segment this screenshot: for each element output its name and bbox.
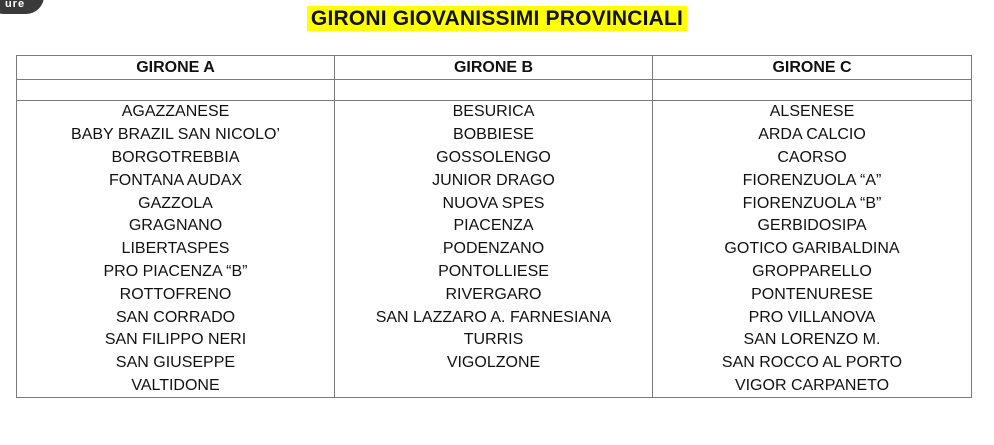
team-cell-girone-c: PRO VILLANOVA (653, 306, 972, 329)
team-cell-girone-c: SAN ROCCO AL PORTO (653, 352, 972, 375)
team-cell-girone-b: VIGOLZONE (335, 352, 653, 375)
team-cell-girone-c: SAN LORENZO M. (653, 329, 972, 352)
team-cell-girone-a: SAN GIUSEPPE (17, 352, 335, 375)
team-cell-girone-a: BORGOTREBBIA (17, 147, 335, 170)
team-cell-girone-b (335, 375, 653, 398)
team-cell-girone-b: PONTOLLIESE (335, 261, 653, 284)
table-row (17, 329, 972, 352)
team-cell-girone-b: RIVERGARO (335, 283, 653, 306)
team-cell-girone-c: GOTICO GARIBALDINA (653, 238, 972, 261)
team-cell-girone-b: GOSSOLENGO (335, 147, 653, 170)
corner-badge: ure (0, 0, 44, 14)
team-cell-girone-a: FONTANA AUDAX (17, 169, 335, 192)
team-cell-girone-a: BABY BRAZIL SAN NICOLO’ (17, 124, 335, 147)
team-cell-girone-a: AGAZZANESE (17, 101, 335, 124)
team-cell-girone-c: CAORSO (653, 147, 972, 170)
team-cell-girone-c: GERBIDOSIPA (653, 215, 972, 238)
team-cell-girone-b: PODENZANO (335, 238, 653, 261)
team-cell-girone-c: ARDA CALCIO (653, 124, 972, 147)
team-cell-girone-b: TURRIS (335, 329, 653, 352)
table-row (17, 375, 972, 398)
team-cell-girone-c: GROPPARELLO (653, 261, 972, 284)
blank-row (17, 80, 972, 101)
table-row (17, 352, 972, 375)
team-cell-girone-a: LIBERTASPES (17, 238, 335, 261)
table-row (17, 124, 972, 147)
header-girone-c: GIRONE C (653, 56, 972, 80)
table-row (17, 147, 972, 170)
team-cell-girone-c: FIORENZUOLA “A” (653, 169, 972, 192)
header-girone-a: GIRONE A (17, 56, 335, 80)
team-cell-girone-b: JUNIOR DRAGO (335, 169, 653, 192)
team-cell-girone-b: PIACENZA (335, 215, 653, 238)
team-cell-girone-c: PONTENURESE (653, 283, 972, 306)
team-cell-girone-c: FIORENZUOLA “B” (653, 192, 972, 215)
table-row (17, 215, 972, 238)
table-body (17, 80, 972, 398)
table-row (17, 238, 972, 261)
header-girone-b: GIRONE B (335, 56, 653, 80)
blank-cell (653, 80, 972, 101)
gironi-table (16, 55, 972, 398)
team-cell-girone-a: ROTTOFRENO (17, 283, 335, 306)
team-cell-girone-a: SAN FILIPPO NERI (17, 329, 335, 352)
team-cell-girone-a: GAZZOLA (17, 192, 335, 215)
team-cell-girone-b: BESURICA (335, 101, 653, 124)
team-cell-girone-a: GRAGNANO (17, 215, 335, 238)
team-cell-girone-a: VALTIDONE (17, 375, 335, 398)
blank-cell (17, 80, 335, 101)
table-row (17, 283, 972, 306)
header-row (17, 56, 972, 80)
blank-cell (335, 80, 653, 101)
table-row (17, 169, 972, 192)
table-row (17, 306, 972, 329)
table-row (17, 192, 972, 215)
team-cell-girone-b: SAN LAZZARO A. FARNESIANA (335, 306, 653, 329)
table-row (17, 261, 972, 284)
team-cell-girone-b: BOBBIESE (335, 124, 653, 147)
page-title: GIRONI GIOVANISSIMI PROVINCIALI (307, 6, 687, 31)
team-cell-girone-a: SAN CORRADO (17, 306, 335, 329)
title-wrapper (0, 6, 994, 31)
team-cell-girone-b: NUOVA SPES (335, 192, 653, 215)
team-cell-girone-a: PRO PIACENZA “B” (17, 261, 335, 284)
team-cell-girone-c: ALSENESE (653, 101, 972, 124)
table-row (17, 101, 972, 124)
team-cell-girone-c: VIGOR CARPANETO (653, 375, 972, 398)
